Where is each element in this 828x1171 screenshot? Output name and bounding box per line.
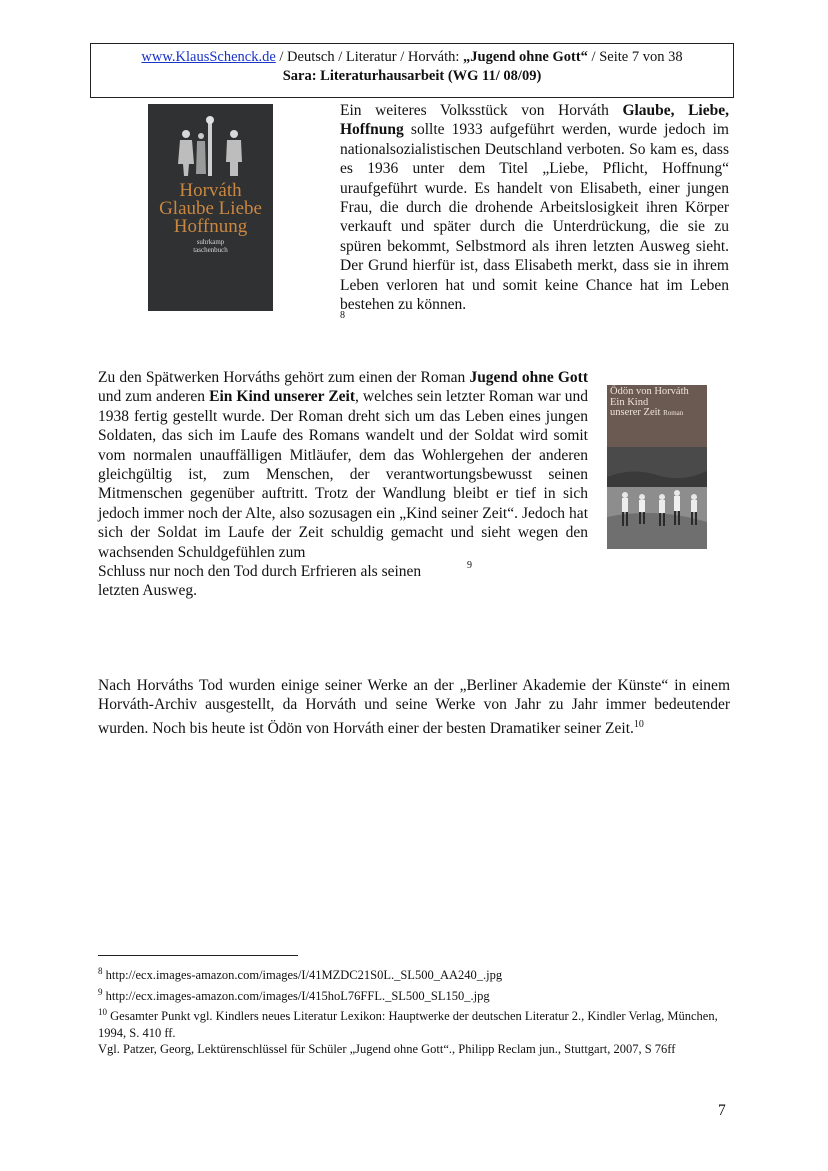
cover-title-line: Glaube Liebe xyxy=(159,198,262,219)
cover2-title-line: unserer Zeit Roman xyxy=(610,407,684,418)
text-run: Zu den Spätwerken Horváths gehört zum einen der Roman xyxy=(98,369,470,386)
footnote-reference-8: 8 xyxy=(340,310,345,321)
footnote-text: Vgl. Patzer, Georg, Lektürenschlüssel für Schüler „Jugend ohne Gott“., Philipp Reclam jun., Stuttgart, 2007, S 76ff xyxy=(98,1042,676,1057)
bold-title: Glaube, Liebe, Hoffnung xyxy=(340,102,729,139)
cover2-text xyxy=(610,387,689,419)
footnote-mark: 10 xyxy=(98,1007,107,1018)
cover-figures-image xyxy=(164,116,257,178)
page-header xyxy=(90,43,734,98)
text-run: letzten Ausweg. xyxy=(98,582,198,600)
footnote-reference-9: 9 xyxy=(467,560,472,571)
header-page-info: / Seite 7 von 38 xyxy=(587,49,683,65)
footnote-9 xyxy=(98,984,730,1005)
text-run: Nach Horváths Tod wurden einige seiner Werke an der „Berliner Akademie der Künste“ in einem Horváth-Archiv ausgestellt, da Horváth und seine Werke von Jahr zu Jahr immer bedeutender wurden. Noch bis heute ist Ödön von Horváth einer der besten Dramatiker seiner Zeit. xyxy=(98,677,730,737)
book-cover-ein-kind-unserer-zeit xyxy=(607,385,707,549)
footnote-reference-10: 10 xyxy=(633,718,644,730)
paragraph-nach-horvaths-tod xyxy=(98,676,730,738)
header-work-title: „Jugend ohne Gott“ xyxy=(463,49,588,65)
site-link[interactable]: www.KlausSchenck.de xyxy=(141,49,276,65)
text-run: sollte 1933 aufgeführt werden, wurde jedoch im nationalsozialistischen Deutschland verboten. So kam es, dass es 1936 unter dem Titel „Liebe, Pflicht, Hoffnung“ uraufgeführt wurde. Es handelt von Elisabeth, einer jungen Frau, die durch die drohende Arbeitslosigkeit ihren Körper verkauft und später durch die Unterdrückung, die sie zu spüren bekommt, Selbstmord als ihren letzten Ausweg sieht. Der Grund hierfür ist, dass Elisabeth merkt, dass sie in ihrem Leben verloren hat und somit keine Chance hat im Leben bestehen zu können. xyxy=(340,121,729,314)
text-run: Ein weiteres Volksstück von Horváth xyxy=(340,102,623,119)
book-cover-glaube-liebe-hoffnung xyxy=(148,104,273,311)
footnote-separator xyxy=(98,955,298,956)
footnote-10 xyxy=(98,1004,730,1041)
text-run: und zum anderen xyxy=(98,388,210,406)
paragraph-spaetwerke xyxy=(98,368,588,601)
cover2-photo-image xyxy=(607,447,707,549)
footnote-text: http://ecx.images-amazon.com/images/I/415hoL76FFL._SL500_SL150_.jpg xyxy=(102,988,490,1003)
header-subtitle: Sara: Literaturhausarbeit (WG 11/ 08/09) xyxy=(282,68,542,84)
header-path: / Deutsch / Literatur / Horváth: xyxy=(275,49,464,65)
cover-publisher-line: taschenbuch xyxy=(193,246,228,254)
cover2-title-line: Ein Kind xyxy=(610,396,649,408)
footnote-10-continued xyxy=(98,1041,730,1058)
bold-title: Ein Kind unserer Zeit xyxy=(209,388,356,406)
cover2-genre: Roman xyxy=(663,409,684,417)
bold-title: Jugend ohne Gott xyxy=(469,369,588,386)
text-run: , welches sein letzter Roman war und 1938 fertig gestellt wurde. Der Roman dreht sich um das Leben eines jungen Soldaten, das sich im Laufe des Romans wandelt und der Soldat wird somit vom normalen unauffälligen Mitläufer, dem das Wohlergehen der anderen gleichgültig ist, zum Menschen, der verantwortungsbewusst seinen Mitmenschen gegenüber auftritt. Trotz der Wandlung bleibt er tief in sich jedoch immer noch der Alte, also sozusagen ein „Kind seiner Zeit“. Jedoch hat sich der Soldat im Laufe der Zeit schuldig gemacht und sieht wegen den wachsenden Schuldgefühlen zum xyxy=(98,388,588,561)
cover-title-line: Hoffnung xyxy=(173,216,248,237)
cover-publisher xyxy=(148,238,273,254)
header-line-2 xyxy=(91,67,733,86)
cover2-author: Ödön von Horváth xyxy=(610,386,689,397)
header-line-1 xyxy=(91,48,733,67)
footnote-text: http://ecx.images-amazon.com/images/I/41MZDC21S0L._SL500_AA240_.jpg xyxy=(102,968,503,983)
cover-publisher-line: suhrkamp xyxy=(196,238,225,246)
cover-title xyxy=(148,182,273,236)
page-number: 7 xyxy=(718,1102,726,1119)
footnote-8 xyxy=(98,963,730,984)
footnotes xyxy=(98,963,730,1058)
paragraph-glaube-liebe-hoffnung xyxy=(340,101,729,314)
footnote-mark: 9 xyxy=(98,986,103,997)
footnote-text: Gesamter Punkt vgl. Kindlers neues Literatur Lexikon: Hauptwerke der deutschen Literatur 2., Kindler Verlag, München, 1994, S. 410 ff. xyxy=(98,1009,718,1040)
cover-title-line: Horváth xyxy=(179,180,242,201)
text-run: Schluss nur noch den Tod durch Erfrieren als seinen xyxy=(98,563,422,581)
footnote-mark: 8 xyxy=(98,966,103,976)
